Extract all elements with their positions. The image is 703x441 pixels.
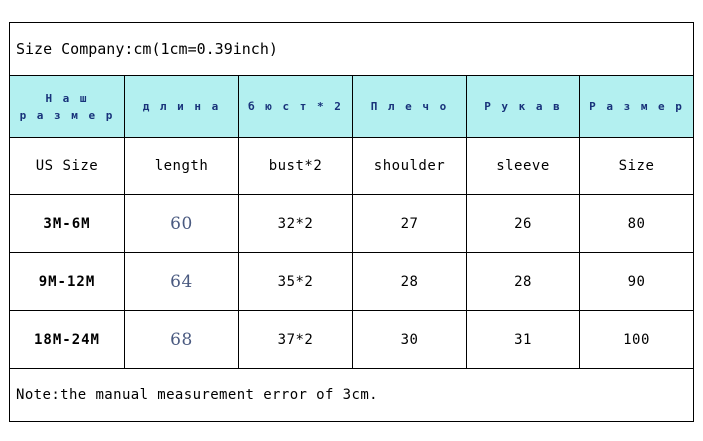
header-ru-us-size-line1: Н а ш	[45, 91, 89, 105]
cell-shoulder: 28	[353, 253, 467, 311]
cell-us-size: 18M-24M	[10, 311, 125, 369]
cell-us-size: 3M-6M	[10, 195, 125, 253]
measurement-note: Note:the manual measurement error of 3cm.	[10, 369, 694, 422]
header-ru-shoulder: П л е ч о	[353, 76, 467, 138]
cell-sleeve: 31	[467, 311, 580, 369]
cell-shoulder: 30	[353, 311, 467, 369]
header-ru-size: Р а з м е р	[580, 76, 694, 138]
size-chart-table	[9, 22, 694, 422]
cell-size: 80	[580, 195, 694, 253]
header-en-sleeve: sleeve	[467, 138, 580, 195]
table-row	[10, 195, 694, 253]
header-en-size: Size	[580, 138, 694, 195]
header-en-us-size: US Size	[10, 138, 125, 195]
header-en-length: length	[125, 138, 239, 195]
cell-shoulder: 27	[353, 195, 467, 253]
cell-sleeve: 28	[467, 253, 580, 311]
cell-bust: 32*2	[239, 195, 353, 253]
cell-size: 90	[580, 253, 694, 311]
header-ru-us-size	[10, 76, 125, 138]
title-row	[10, 23, 694, 76]
header-en-shoulder: shoulder	[353, 138, 467, 195]
russian-header-row	[10, 76, 694, 138]
header-en-bust: bust*2	[239, 138, 353, 195]
cell-bust: 37*2	[239, 311, 353, 369]
header-ru-length: д л и н а	[125, 76, 239, 138]
note-row	[10, 369, 694, 422]
cell-length: 60	[125, 195, 239, 253]
cell-size: 100	[580, 311, 694, 369]
cell-us-size: 9M-12M	[10, 253, 125, 311]
table-title: Size Company:cm(1cm=0.39inch)	[10, 23, 694, 76]
table-row	[10, 311, 694, 369]
english-header-row	[10, 138, 694, 195]
table-row	[10, 253, 694, 311]
cell-sleeve: 26	[467, 195, 580, 253]
cell-bust: 35*2	[239, 253, 353, 311]
cell-length: 68	[125, 311, 239, 369]
cell-length: 64	[125, 253, 239, 311]
header-ru-bust: б ю с т * 2	[239, 76, 353, 138]
header-ru-us-size-line2: р а з м е р	[19, 108, 115, 122]
header-ru-sleeve: Р у к а в	[467, 76, 580, 138]
